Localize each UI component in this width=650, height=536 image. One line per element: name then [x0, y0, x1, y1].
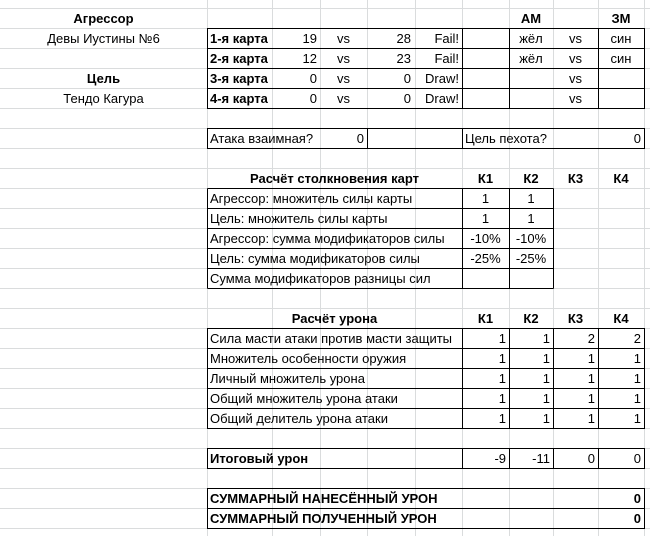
damage-cell[interactable]: 1 [587, 391, 595, 406]
card-vs[interactable]: vs [337, 51, 350, 66]
clash-cell[interactable]: 1 [481, 191, 490, 206]
card-attack-suit[interactable]: жёл [519, 31, 543, 46]
total-damage-k2[interactable]: -11 [532, 451, 550, 466]
card-suit-vs[interactable]: vs [569, 91, 582, 106]
card-target-power[interactable]: 0 [403, 91, 411, 106]
card-label[interactable]: 4-я карта [210, 91, 268, 106]
clash-cell[interactable]: 1 [481, 211, 490, 226]
clash-cell[interactable]: 1 [527, 211, 535, 226]
clash-cell[interactable]: -25% [470, 251, 501, 266]
total-dealt-label[interactable]: СУММАРНЫЙ НАНЕСЁННЫЙ УРОН [210, 491, 438, 506]
clash-cell[interactable]: -10% [515, 231, 547, 246]
clash-cell[interactable]: -25% [515, 251, 547, 266]
damage-row-label[interactable]: Сила масти атаки против масти защиты [210, 331, 453, 346]
card-target-power[interactable]: 28 [396, 31, 411, 46]
damage-cell[interactable]: 1 [633, 411, 641, 426]
card-label[interactable]: 3-я карта [210, 71, 268, 86]
damage-cell[interactable]: 1 [498, 351, 506, 366]
damage-row-label[interactable]: Общий множитель урона атаки [210, 391, 398, 406]
target-infantry-label[interactable]: Цель пехота? [465, 131, 547, 146]
card-defense-suit[interactable] [598, 89, 644, 109]
clash-row-label[interactable]: Сумма модификаторов разницы сил [210, 271, 431, 286]
damage-row-label[interactable]: Множитель особенности оружия [210, 351, 407, 366]
damage-cell[interactable]: 2 [633, 331, 641, 346]
clash-cell[interactable]: -10% [470, 231, 501, 246]
damage-cell[interactable]: 1 [498, 391, 506, 406]
damage-cell[interactable]: 1 [498, 371, 506, 386]
damage-cell[interactable]: 1 [587, 351, 595, 366]
clash-row-label[interactable]: Агрессор: множитель силы карты [210, 191, 413, 206]
clash-row-label[interactable]: Цель: множитель силы карты [210, 211, 388, 226]
total-received-label[interactable]: СУММАРНЫЙ ПОЛУЧЕННЫЙ УРОН [210, 511, 437, 526]
damage-cell[interactable]: 2 [587, 331, 595, 346]
card-vs[interactable]: vs [337, 91, 350, 106]
total-damage-k1[interactable]: -9 [494, 451, 506, 466]
damage-cell[interactable]: 1 [633, 351, 641, 366]
aggressor-name[interactable]: Девы Иустины №6 [47, 31, 160, 46]
damage-cell[interactable]: 1 [587, 411, 595, 426]
defense-suit-header[interactable]: ЗМ [611, 11, 631, 26]
damage-cell[interactable]: 1 [498, 411, 506, 426]
damage-cell[interactable]: 1 [587, 371, 595, 386]
card-result[interactable]: Fail! [434, 51, 459, 66]
damage-cell[interactable]: 1 [633, 391, 641, 406]
damage-cell[interactable]: 1 [498, 331, 506, 346]
card-attack-suit[interactable] [509, 89, 553, 109]
card-vs[interactable]: vs [337, 31, 350, 46]
card-defense-suit[interactable] [598, 69, 644, 89]
clash-header-k3[interactable]: К3 [567, 171, 584, 186]
target-name[interactable]: Тендо Кагура [63, 91, 144, 106]
card-aggressor-power[interactable]: 19 [302, 31, 317, 46]
damage-cell[interactable]: 1 [542, 411, 550, 426]
damage-cell[interactable]: 1 [542, 391, 550, 406]
card-aggressor-power[interactable]: 0 [309, 91, 317, 106]
clash-row-label[interactable]: Цель: сумма модификаторов силы [210, 251, 420, 266]
card-aggressor-power[interactable]: 0 [309, 71, 317, 86]
card-label[interactable]: 1-я карта [210, 31, 268, 46]
card-suit-vs[interactable]: vs [569, 51, 582, 66]
clash-header-k2[interactable]: К2 [523, 171, 539, 186]
clash-header-k1[interactable]: К1 [477, 171, 494, 186]
card-suit-vs[interactable]: vs [569, 71, 582, 86]
damage-row-label[interactable]: Личный множитель урона [210, 371, 365, 386]
damage-row-label[interactable]: Общий делитель урона атаки [210, 411, 388, 426]
card-defense-suit[interactable]: син [610, 51, 632, 66]
card-aggressor-power[interactable]: 12 [302, 51, 317, 66]
damage-cell[interactable]: 1 [633, 371, 641, 386]
aggressor-label[interactable]: Агрессор [73, 11, 134, 26]
card-attack-suit[interactable]: жёл [519, 51, 543, 66]
damage-cell[interactable]: 1 [542, 331, 550, 346]
damage-header-k4[interactable]: К4 [613, 311, 629, 326]
total-damage-k4[interactable]: 0 [633, 451, 641, 466]
total-received-value[interactable]: 0 [633, 511, 641, 526]
target-infantry-value[interactable]: 0 [633, 131, 641, 146]
clash-title[interactable]: Расчёт столкновения карт [250, 171, 419, 186]
total-dealt-value[interactable]: 0 [633, 491, 641, 506]
total-damage-label[interactable]: Итоговый урон [210, 451, 309, 466]
card-target-power[interactable]: 23 [396, 51, 411, 66]
damage-title[interactable]: Расчёт урона [291, 311, 378, 326]
attack-suit-header[interactable]: АМ [520, 11, 542, 26]
damage-header-k2[interactable]: К2 [523, 311, 539, 326]
card-target-power[interactable]: 0 [403, 71, 411, 86]
clash-header-k4[interactable]: К4 [613, 171, 629, 186]
damage-cell[interactable]: 1 [542, 351, 550, 366]
card-result[interactable]: Fail! [434, 31, 459, 46]
target-label[interactable]: Цель [86, 71, 121, 86]
card-label[interactable]: 2-я карта [210, 51, 268, 66]
card-suit-vs[interactable]: vs [569, 31, 582, 46]
card-result[interactable]: Draw! [425, 91, 459, 106]
clash-row-label[interactable]: Агрессор: сумма модификаторов силы [210, 231, 445, 246]
card-result[interactable]: Draw! [425, 71, 459, 86]
mutual-attack-label[interactable]: Атака взаимная? [210, 131, 314, 146]
card-defense-suit[interactable]: син [610, 31, 632, 46]
damage-cell[interactable]: 1 [542, 371, 550, 386]
card-attack-suit[interactable] [509, 69, 553, 89]
card-vs[interactable]: vs [337, 71, 350, 86]
damage-header-k3[interactable]: К3 [567, 311, 584, 326]
mutual-attack-value[interactable]: 0 [356, 131, 364, 146]
clash-cell[interactable]: 1 [527, 191, 535, 206]
damage-header-k1[interactable]: К1 [477, 311, 494, 326]
total-damage-k3[interactable]: 0 [587, 451, 595, 466]
